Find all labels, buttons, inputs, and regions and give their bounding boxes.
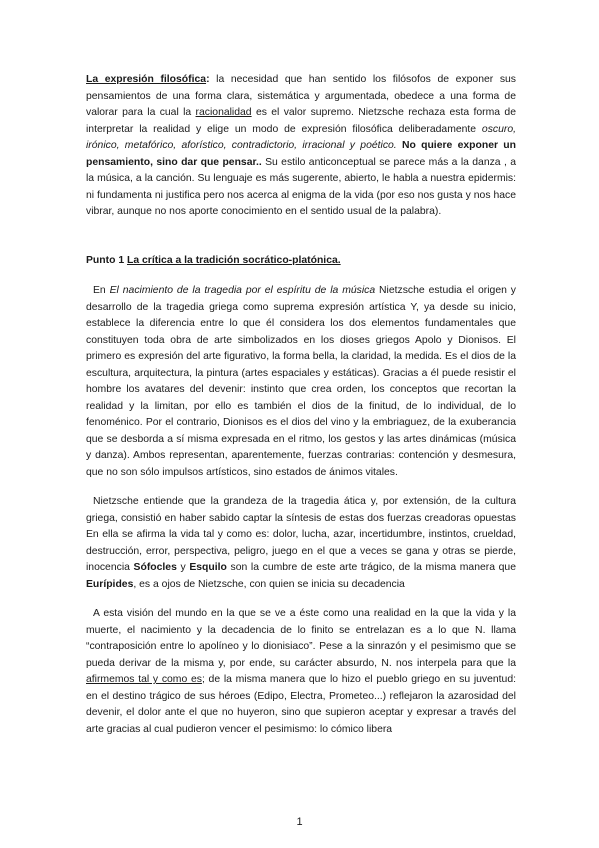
para2-text-2: son la cumbre de este arte trágico, de la misma manera que xyxy=(226,562,516,573)
para2-text-1: Nietzsche entiende que la grandeza de la tragedia ática y, por extensión, de la cultura griega, consistió en haber sabido captar la síntesis de estas dos fuerzas creadoras opuestas En ella se afirma la vida tal y como es: dolor, lucha, azar, incertidumbre, instintos, crueldad, destrucción, error, perspectiva, peligro, juego en el que a veces se gana y otras se pierde, inocencia xyxy=(86,496,516,573)
intro-text-2: es el valor supremo. Nietzsche rechaza esta forma de interpretar la realidad y elige un modo de expresión filosófica deliberadamente xyxy=(86,107,516,135)
intro-text-1: la necesidad que han sentido los filósofos de exponer sus pensamientos de una forma clara, sistemática y argumentada, obedece a una forma de valorar para la cual la xyxy=(86,74,516,118)
para3-text-1: A esta visión del mundo en la que se ve a éste como una realidad en la que la vida y la muerte, el nacimiento y la decadencia de lo finito se entrelazan es a lo que N. llama “contraposición entre lo apolíneo y lo dionisiaco”. Pese a la sinrazón y el pesimismo que se pueda derivar de la misma y, por ende, su carácter absurdo, N. nos interpela para que la xyxy=(86,608,516,669)
page-number: 1 xyxy=(296,816,303,828)
underlined-phrase: afirmemos tal y como es xyxy=(86,674,202,685)
para2-text-3: , es a ojos de Nietzsche, con quien se inicia su decadencia xyxy=(133,578,405,590)
para3-text-2: ; de la misma manera que lo hizo el pueblo griego en su juventud: en el destino trágico de sus héroes (Edipo, Electra, Prometeo...) reflejaron la azarosidad del devenir, el dolor ante el que no huyeron, sino que supieron aceptar y expresar a través del arte gracias al cual pudieron vencer el pesimismo: lo cómico libera xyxy=(86,674,516,735)
body-paragraph-3 xyxy=(86,606,516,738)
para1-text-1: En xyxy=(93,285,110,296)
name-esquilo: Esquilo xyxy=(189,562,227,573)
intro-text-3: Su estilo anticonceptual se parece más a la danza , a la música, a la canción. Su lenguaje es más sugerente, abierto, le habla a nuestra epidermis: ni fundamenta ni justifica pero nos acerca al enigma de la vida (por eso nos gusta y nos hace vibrar, aunque no nos aporte conocimiento en el sentido usual de la palabra). xyxy=(86,156,516,217)
name-euripides: Eurípides xyxy=(86,578,134,590)
intro-title: La expresión filosófica xyxy=(86,74,207,85)
intro-bold-phrase: No quiere exponer un pensamiento, sino dar que pensar.. xyxy=(86,140,516,168)
racionalidad-term: racionalidad xyxy=(195,107,252,118)
section-prefix: Punto 1 xyxy=(86,254,127,266)
para1-text-2: Nietzsche estudia el origen y desarrollo de la tragedia griega como suprema expresión artística Y, ya desde su inicio, establece la diferencia entre lo que él considera los dos elementos fundamentales que constituyen toda obra de arte simbolizados en los dioses griegos Apolo y Dionisos. El primero es expresión del arte figurativo, la forma bella, la claridad, la medida. Es el dios de la escultura, arquitectura, la pintura (artes espaciales y estáticas). Gracias a él puede resistir el hombre los avatares del devenir: instinto que crea orden, los conceptos que recortan la realidad y la limitan, por ello es también el dios de la finitud, de lo individual, de lo fenoménico. Por el contrario, Dionisos es el dios del vino y la embriaguez, de la exuberancia que se desborda a sí misma expresada en el ritmo, los gestos y las artes dinámicas (música y danza). Ambos representan, aparentemente, fuerzas contrarias: contención y desmesura, que no son sólo impulsos artísticos, sino estados de ánimos vitales. xyxy=(86,285,516,478)
document-body xyxy=(86,72,516,751)
section-title: La crítica a la tradición socrático-platónica. xyxy=(126,254,341,266)
body-paragraph-2 xyxy=(86,494,516,593)
para2-and: y xyxy=(176,562,190,573)
section-heading xyxy=(86,253,516,270)
style-adjectives: oscuro, irónico, metafórico, aforístico, contradictorio, irracional y poético. xyxy=(86,123,516,151)
body-paragraph-1 xyxy=(86,283,516,481)
intro-paragraph xyxy=(86,72,516,221)
book-title: El nacimiento de la tragedia por el espíritu de la música xyxy=(109,285,376,296)
name-sofocles: Sófocles xyxy=(133,562,177,573)
intro-colon: : xyxy=(206,74,210,85)
